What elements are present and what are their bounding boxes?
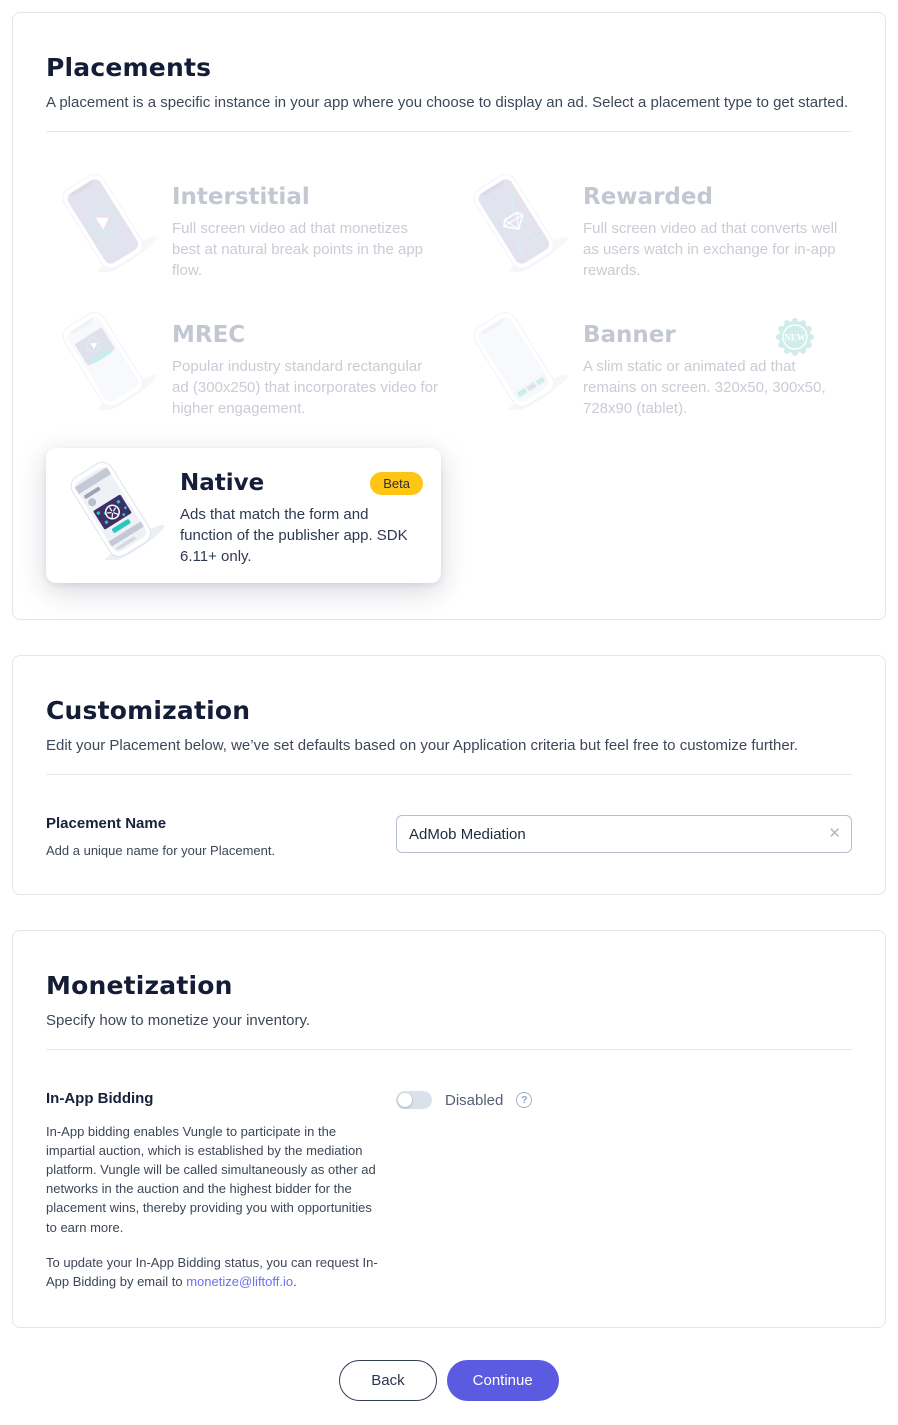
placement-name-row <box>46 815 852 858</box>
interstitial-title: Interstitial <box>172 184 310 210</box>
placement-name-label: Placement Name <box>46 815 167 832</box>
in-app-bidding-paragraph-1: In-App bidding enables Vungle to participate in the impartial auction, which is established by the mediation platform. Vungle will be called simultaneously as other ad networks in the auction and the highest bidder for the placement wins, thereby providing you with opportunities to earn more. <box>46 1124 376 1235</box>
native-description: Ads that match the form and function of the publisher app. SDK 6.11+ only. <box>180 506 408 565</box>
interstitial-description: Full screen video ad that monetizes best at natural break points in the app flow. <box>172 220 424 279</box>
continue-button[interactable]: Continue <box>447 1360 559 1401</box>
rewarded-phone-illustration <box>457 172 569 272</box>
mrec-description: Popular industry standard rectangular ad (300x250) that incorporates video for higher engagement. <box>172 358 438 417</box>
native-ad-icon <box>54 460 166 560</box>
banner-title: Banner <box>583 322 676 348</box>
beta-badge: Beta <box>370 472 423 495</box>
placement-name-help: Add a unique name for your Placement. <box>46 843 276 858</box>
divider <box>46 774 852 775</box>
mrec-phone-illustration <box>46 310 158 410</box>
in-app-bidding-toggle[interactable] <box>396 1091 432 1109</box>
monetization-description: Specify how to monetize your inventory. <box>46 1012 311 1029</box>
placement-options <box>46 172 852 583</box>
new-badge-label: NEW <box>784 332 806 343</box>
customization-card <box>12 655 886 895</box>
placement-option-rewarded[interactable] <box>457 172 852 284</box>
in-app-bidding-paragraph-2: To update your In-App Bidding status, you can request In-App Bidding by email to monetize@liftoff.io. <box>46 1254 378 1289</box>
divider <box>46 131 852 132</box>
rewarded-title: Rewarded <box>583 184 713 210</box>
banner-description: A slim static or animated ad that remains on screen. 320x50, 300x50, 728x90 (tablet). <box>583 358 826 417</box>
footer-actions <box>12 1360 886 1401</box>
new-badge <box>774 316 816 358</box>
mrec-ad-icon <box>46 310 158 410</box>
placements-description: A placement is a specific instance in your app where you choose to display an ad. Select a placement type to get started. <box>46 94 849 111</box>
banner-ad-icon <box>457 310 569 410</box>
in-app-bidding-status: Disabled <box>445 1091 504 1109</box>
placement-option-interstitial[interactable] <box>46 172 441 284</box>
banner-phone-illustration <box>457 310 569 410</box>
customization-title: Customization <box>46 696 251 725</box>
monetization-title: Monetization <box>46 971 233 1000</box>
divider <box>46 1049 852 1050</box>
in-app-bidding-label: In-App Bidding <box>46 1090 154 1107</box>
native-title: Native <box>180 470 265 496</box>
monetize-email-link[interactable]: monetize@liftoff.io <box>186 1273 294 1289</box>
placement-option-native[interactable] <box>46 448 441 583</box>
placement-option-mrec[interactable] <box>46 310 441 422</box>
back-button[interactable]: Back <box>339 1360 436 1401</box>
mrec-title: MREC <box>172 322 246 348</box>
clear-input-icon[interactable]: ✕ <box>828 825 841 842</box>
customization-description: Edit your Placement below, we’ve set defaults based on your Application criteria but feel free to customize further. <box>46 737 799 754</box>
placement-name-input[interactable] <box>396 815 852 853</box>
help-icon[interactable]: ? <box>516 1092 532 1108</box>
placements-card <box>12 12 886 620</box>
interstitial-phone-illustration <box>46 172 158 272</box>
in-app-bidding-row <box>46 1090 852 1291</box>
placement-option-banner[interactable] <box>457 310 852 422</box>
native-phone-illustration <box>54 460 166 560</box>
placements-title: Placements <box>46 53 212 82</box>
rewarded-gem-icon <box>457 172 569 272</box>
toggle-knob <box>398 1093 412 1107</box>
interstitial-play-icon <box>46 172 158 272</box>
rewarded-description: Full screen video ad that converts well as users watch in exchange for in-app rewards. <box>583 220 838 279</box>
monetization-card <box>12 930 886 1328</box>
